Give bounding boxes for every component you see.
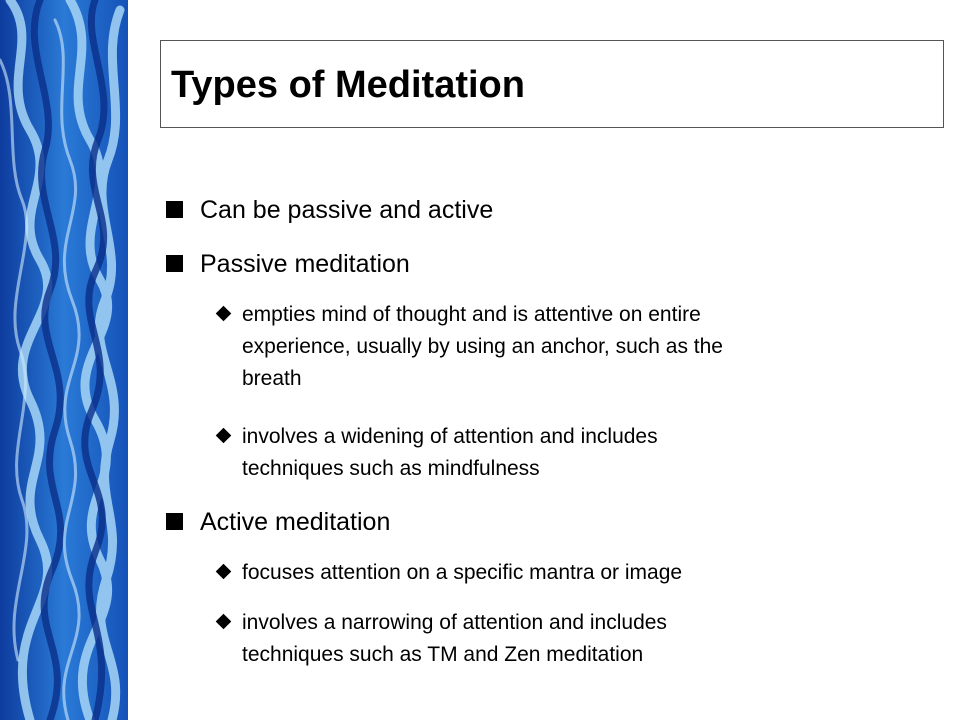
- title-box: [160, 40, 944, 128]
- sub-bullet-active-1: [242, 557, 682, 589]
- sub-bullet-line: empties mind of thought and is attentive on entire: [242, 303, 701, 326]
- sub-bullet-line: involves a widening of attention and includes: [242, 425, 658, 448]
- sub-bullet-line: focuses attention on a specific mantra or image: [242, 561, 683, 584]
- sub-bullet-line: breath: [242, 367, 302, 390]
- bullet-passive-active: Can be passive and active: [200, 196, 494, 224]
- sub-bullet-line: techniques such as TM and Zen meditation: [242, 643, 644, 666]
- bullet-passive-meditation: Passive meditation: [200, 250, 410, 278]
- sub-bullet-passive-1: [242, 299, 723, 395]
- sub-bullet-line: involves a narrowing of attention and includes: [242, 611, 667, 634]
- sub-bullet-active-2: [242, 607, 667, 671]
- decorative-sidebar: [0, 0, 128, 720]
- sub-bullet-passive-2: [242, 421, 658, 485]
- slide-title: Types of Meditation: [171, 64, 525, 106]
- blue-texture-pattern: [0, 0, 128, 720]
- sub-bullet-line: experience, usually by using an anchor, such as the: [242, 335, 723, 358]
- sub-bullet-line: techniques such as mindfulness: [242, 457, 540, 480]
- bullet-active-meditation: Active meditation: [200, 508, 391, 536]
